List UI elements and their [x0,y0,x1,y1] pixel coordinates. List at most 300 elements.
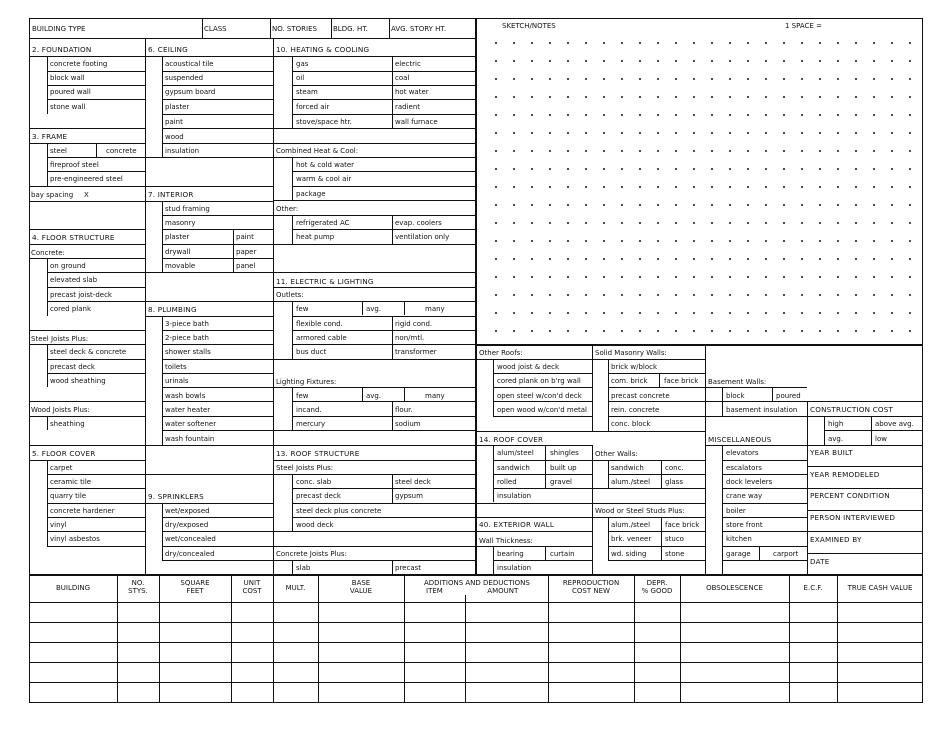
grid-dot [531,114,533,116]
grid-dot [909,114,911,116]
grid-dot [909,42,911,44]
grid-dot [531,78,533,80]
list-item: plaster [165,233,190,241]
grid-dot [513,60,515,62]
col-base-value-l2: VALUE [349,587,373,595]
table-cell[interactable] [118,623,159,642]
grid-dot [621,114,623,116]
grid-dot [747,168,749,170]
grid-dot [729,258,731,260]
grid-dot [855,78,857,80]
grid-dot [495,42,497,44]
grid-dot [549,222,551,224]
grid-dot [567,60,569,62]
grid-dot [531,96,533,98]
table-cell[interactable] [319,643,404,662]
grid-dot [657,42,659,44]
grid-dot [873,222,875,224]
grid-dot [567,114,569,116]
grid-dot [531,150,533,152]
list-item: rein. concrete [611,406,660,414]
grid-dot [675,168,677,170]
grid-dot [495,168,497,170]
grid-dot [567,168,569,170]
grid-dot [729,60,731,62]
grid-dot [783,276,785,278]
list-item: electric [395,60,421,68]
grid-dot [621,168,623,170]
grid-dot [531,60,533,62]
grid-dot [495,204,497,206]
grid-dot [657,330,659,332]
grid-dot [819,240,821,242]
list-item: wet/exposed [165,507,210,515]
table-cell[interactable] [319,683,404,703]
outlets-few: few [296,305,309,313]
grid-dot [891,60,893,62]
list-item: paper [236,248,257,256]
building-type-label: BUILDING TYPE [32,25,86,33]
grid-dot [855,330,857,332]
table-cell[interactable] [274,643,318,662]
list-item: sheathing [50,420,85,428]
grid-dot [603,294,605,296]
table-cell[interactable] [160,623,231,642]
grid-dot [675,96,677,98]
grid-dot [621,204,623,206]
grid-dot [801,42,803,44]
grid-dot [549,150,551,152]
table-cell[interactable] [118,643,159,662]
list-item: rolled [497,478,517,486]
grid-dot [783,330,785,332]
grid-dot [729,240,731,242]
grid-dot [495,150,497,152]
grid-dot [675,276,677,278]
grid-dot [621,96,623,98]
grid-dot [495,294,497,296]
list-item: armored cable [296,334,347,342]
list-item: 3-piece bath [165,320,209,328]
list-item: brick w/block [611,363,658,371]
list-item: steel deck plus concrete [296,507,382,515]
grid-dot [837,258,839,260]
table-cell[interactable] [232,623,273,642]
grid-dot [819,186,821,188]
grid-dot [729,312,731,314]
grid-dot [693,78,695,80]
grid-dot [855,186,857,188]
grid-dot [747,96,749,98]
list-item: acoustical tile [165,60,214,68]
grid-dot [531,330,533,332]
grid-dot [801,312,803,314]
list-item: brk. veneer [611,535,652,543]
grid-dot [855,294,857,296]
grid-dot [639,276,641,278]
table-cell[interactable] [118,603,159,622]
table-cell[interactable] [549,663,634,682]
grid-dot [495,78,497,80]
table-cell[interactable] [635,683,680,703]
grid-dot [729,96,731,98]
grid-dot [549,96,551,98]
list-item: ceramic tile [50,478,92,486]
grid-dot [783,186,785,188]
table-cell[interactable] [30,623,117,642]
grid-dot [711,168,713,170]
table-cell[interactable] [405,623,465,642]
grid-dot [495,330,497,332]
roof-cover-title: 14. ROOF COVER [479,435,544,444]
miscellaneous-title: MISCELLANEOUS [708,435,772,444]
grid-dot [693,186,695,188]
grid-dot [621,186,623,188]
grid-dot [549,258,551,260]
grid-dot [621,222,623,224]
table-cell[interactable] [790,623,837,642]
col-stories-l2: STYS. [128,587,148,595]
list-item: kitchen [726,535,752,543]
grid-dot [837,312,839,314]
table-cell[interactable] [274,663,318,682]
grid-dot [675,222,677,224]
grid-dot [855,60,857,62]
list-item: refrigerated AC [296,219,350,227]
grid-dot [837,60,839,62]
concrete-label: Concrete: [31,249,65,257]
grid-dot [675,150,677,152]
grid-dot [693,60,695,62]
floor-cover-title: 5. FLOOR COVER [32,449,96,458]
list-item: panel [236,262,256,270]
other-walls-label: Other Walls: [595,450,638,458]
list-item: gypsum [395,492,423,500]
table-cell[interactable] [405,643,465,662]
list-item: plaster [165,103,190,111]
grid-dot [711,78,713,80]
table-cell[interactable] [319,623,404,642]
grid-dot [711,186,713,188]
table-cell[interactable] [30,643,117,662]
list-item: slab [296,564,311,572]
list-item: curtain [550,550,575,558]
list-item: open steel w/con'd deck [497,392,582,400]
grid-dot [693,222,695,224]
list-item: stud framing [165,205,210,213]
grid-dot [657,312,659,314]
list-item: stone [665,550,685,558]
grid-dot [765,222,767,224]
list-item: package [296,190,326,198]
table-cell[interactable] [549,683,634,703]
avg-story-ht-label: AVG. STORY HT. [391,25,447,33]
grid-dot [531,42,533,44]
grid-dot [603,78,605,80]
table-cell[interactable] [30,603,117,622]
list-item: sodium [395,420,421,428]
table-cell[interactable] [681,643,789,662]
grid-dot [909,312,911,314]
grid-dot [513,312,515,314]
frame-title: 3. FRAME [32,132,68,141]
table-cell[interactable] [838,623,923,642]
grid-dot [783,168,785,170]
grid-dot [567,258,569,260]
grid-dot [657,294,659,296]
grid-dot [585,168,587,170]
grid-dot [585,312,587,314]
grid-dot [909,78,911,80]
col-unit-cost-l1: UNIT [243,579,261,587]
person-interviewed-label: PERSON INTERVIEWED [810,513,896,522]
grid-dot [495,312,497,314]
grid-dot [639,222,641,224]
table-cell[interactable] [30,683,117,703]
grid-dot [603,150,605,152]
lighting-avg: avg. [366,392,382,400]
grid-dot [549,294,551,296]
table-cell[interactable] [466,663,548,682]
grid-dot [495,60,497,62]
list-item: paint [236,233,254,241]
grid-dot [675,240,677,242]
list-item: masonry [165,219,196,227]
cost-low: low [875,435,887,443]
list-item: face brick [664,377,699,385]
grid-dot [657,222,659,224]
grid-dot [855,132,857,134]
table-cell[interactable] [635,603,680,622]
list-item: basement insulation [726,406,798,414]
examined-by-label: EXAMINED BY [810,535,862,544]
grid-dot [819,312,821,314]
grid-dot [621,258,623,260]
grid-dot [621,312,623,314]
grid-dot [639,150,641,152]
list-item: poured [776,392,801,400]
grid-dot [495,96,497,98]
grid-dot [765,168,767,170]
grid-dot [801,240,803,242]
list-item: boiler [726,507,746,515]
grid-dot [585,330,587,332]
bldg-ht-label: BLDG. HT. [333,25,368,33]
electric-title: 11. ELECTRIC & LIGHTING [276,277,374,286]
table-cell[interactable] [635,643,680,662]
other-label: Other: [276,205,299,213]
grid-dot [657,258,659,260]
list-item: steel deck & concrete [50,348,127,356]
table-cell[interactable] [466,683,548,703]
exterior-wall-title: 40. EXTERIOR WALL [479,520,555,529]
cost-above-avg: above avg. [875,420,914,428]
list-item: garage [726,550,751,558]
table-cell[interactable] [274,623,318,642]
grid-dot [747,276,749,278]
table-cell[interactable] [405,663,465,682]
list-item: movable [165,262,196,270]
table-cell[interactable] [838,663,923,682]
list-item: water softener [165,420,217,428]
table-cell[interactable] [466,623,548,642]
grid-dot [585,276,587,278]
grid-dot [909,96,911,98]
grid-dot [585,132,587,134]
grid-dot [909,186,911,188]
table-cell[interactable] [118,683,159,703]
grid-dot [801,60,803,62]
grid-dot [891,132,893,134]
list-item: concrete [106,147,137,155]
table-cell[interactable] [319,603,404,622]
plumbing-title: 8. PLUMBING [148,305,197,314]
table-cell[interactable] [466,603,548,622]
grid-dot [531,204,533,206]
table-cell[interactable] [549,603,634,622]
grid-dot [675,312,677,314]
grid-dot [891,312,893,314]
grid-dot [855,114,857,116]
grid-dot [675,204,677,206]
table-cell[interactable] [232,603,273,622]
grid-dot [603,204,605,206]
sprinklers-title: 9. SPRINKLERS [148,492,204,501]
table-cell[interactable] [790,643,837,662]
list-item: bus duct [296,348,327,356]
grid-dot [909,168,911,170]
list-item: rigid cond. [395,320,433,328]
grid-dot [873,258,875,260]
table-cell[interactable] [118,663,159,682]
grid-dot [531,258,533,260]
list-item: suspended [165,74,204,82]
col-additions [424,579,530,587]
grid-dot [873,150,875,152]
steel-joists-label: Steel Joists Plus: [31,335,89,343]
grid-dot [819,96,821,98]
grid-dot [819,114,821,116]
list-item: alum./steel [611,478,651,486]
table-cell[interactable] [838,603,923,622]
table-cell[interactable] [635,663,680,682]
table-cell[interactable] [160,663,231,682]
table-cell[interactable] [319,663,404,682]
list-item: sandwich [497,464,530,472]
table-cell[interactable] [274,603,318,622]
table-cell[interactable] [232,643,273,662]
grid-dot [747,186,749,188]
grid-dot [747,222,749,224]
list-item: built up [550,464,577,472]
roof-steel-joists-label: Steel Joists Plus: [276,464,334,472]
grid-dot [693,258,695,260]
grid-dot [801,150,803,152]
table-cell[interactable] [232,683,273,703]
table-cell[interactable] [160,603,231,622]
grid-dot [765,276,767,278]
grid-dot [549,60,551,62]
grid-dot [729,186,731,188]
table-cell[interactable] [30,663,117,682]
grid-dot [531,294,533,296]
list-item: stuco [665,535,684,543]
col-additions-sub [426,587,546,595]
grid-dot [819,60,821,62]
list-item: cored plank [50,305,91,313]
grid-dot [567,204,569,206]
list-item: insulation [165,147,200,155]
table-cell[interactable] [405,683,465,703]
grid-dot [909,258,911,260]
grid-dot [873,186,875,188]
list-item: stove/space htr. [296,118,352,126]
table-cell[interactable] [549,643,634,662]
grid-dot [837,186,839,188]
grid-dot [747,240,749,242]
grid-dot [801,96,803,98]
grid-dot [513,132,515,134]
table-cell[interactable] [790,663,837,682]
table-cell[interactable] [790,603,837,622]
grid-dot [873,294,875,296]
grid-dot [891,294,893,296]
grid-dot [693,168,695,170]
table-cell[interactable] [681,623,789,642]
grid-dot [765,42,767,44]
table-cell[interactable] [838,683,923,703]
table-cell[interactable] [681,603,789,622]
table-cell[interactable] [232,663,273,682]
table-cell[interactable] [681,663,789,682]
grid-dot [567,78,569,80]
table-cell[interactable] [160,683,231,703]
table-cell[interactable] [838,643,923,662]
grid-dot [693,96,695,98]
table-cell[interactable] [405,603,465,622]
grid-dot [909,60,911,62]
roof-structure-title: 13. ROOF STRUCTURE [276,449,360,458]
grid-dot [783,240,785,242]
grid-dot [495,132,497,134]
col-reproduction [548,579,634,595]
table-cell[interactable] [790,683,837,703]
table-cell[interactable] [466,643,548,662]
table-cell[interactable] [160,643,231,662]
list-item: steel deck [395,478,431,486]
table-cell[interactable] [635,623,680,642]
grid-dot [657,168,659,170]
list-item: glass [665,478,683,486]
list-item: hot water [395,88,429,96]
grid-dot [513,258,515,260]
col-square-feet [159,579,231,595]
table-cell[interactable] [274,683,318,703]
list-item: gas [296,60,309,68]
list-item: fireproof steel [50,161,99,169]
grid-dot [873,312,875,314]
grid-dot [837,204,839,206]
grid-dot [783,222,785,224]
grid-dot [837,294,839,296]
grid-dot [549,240,551,242]
grid-dot [819,168,821,170]
list-item: elevators [726,449,759,457]
table-cell[interactable] [549,623,634,642]
grid-dot [711,258,713,260]
grid-dot [801,276,803,278]
table-cell[interactable] [681,683,789,703]
